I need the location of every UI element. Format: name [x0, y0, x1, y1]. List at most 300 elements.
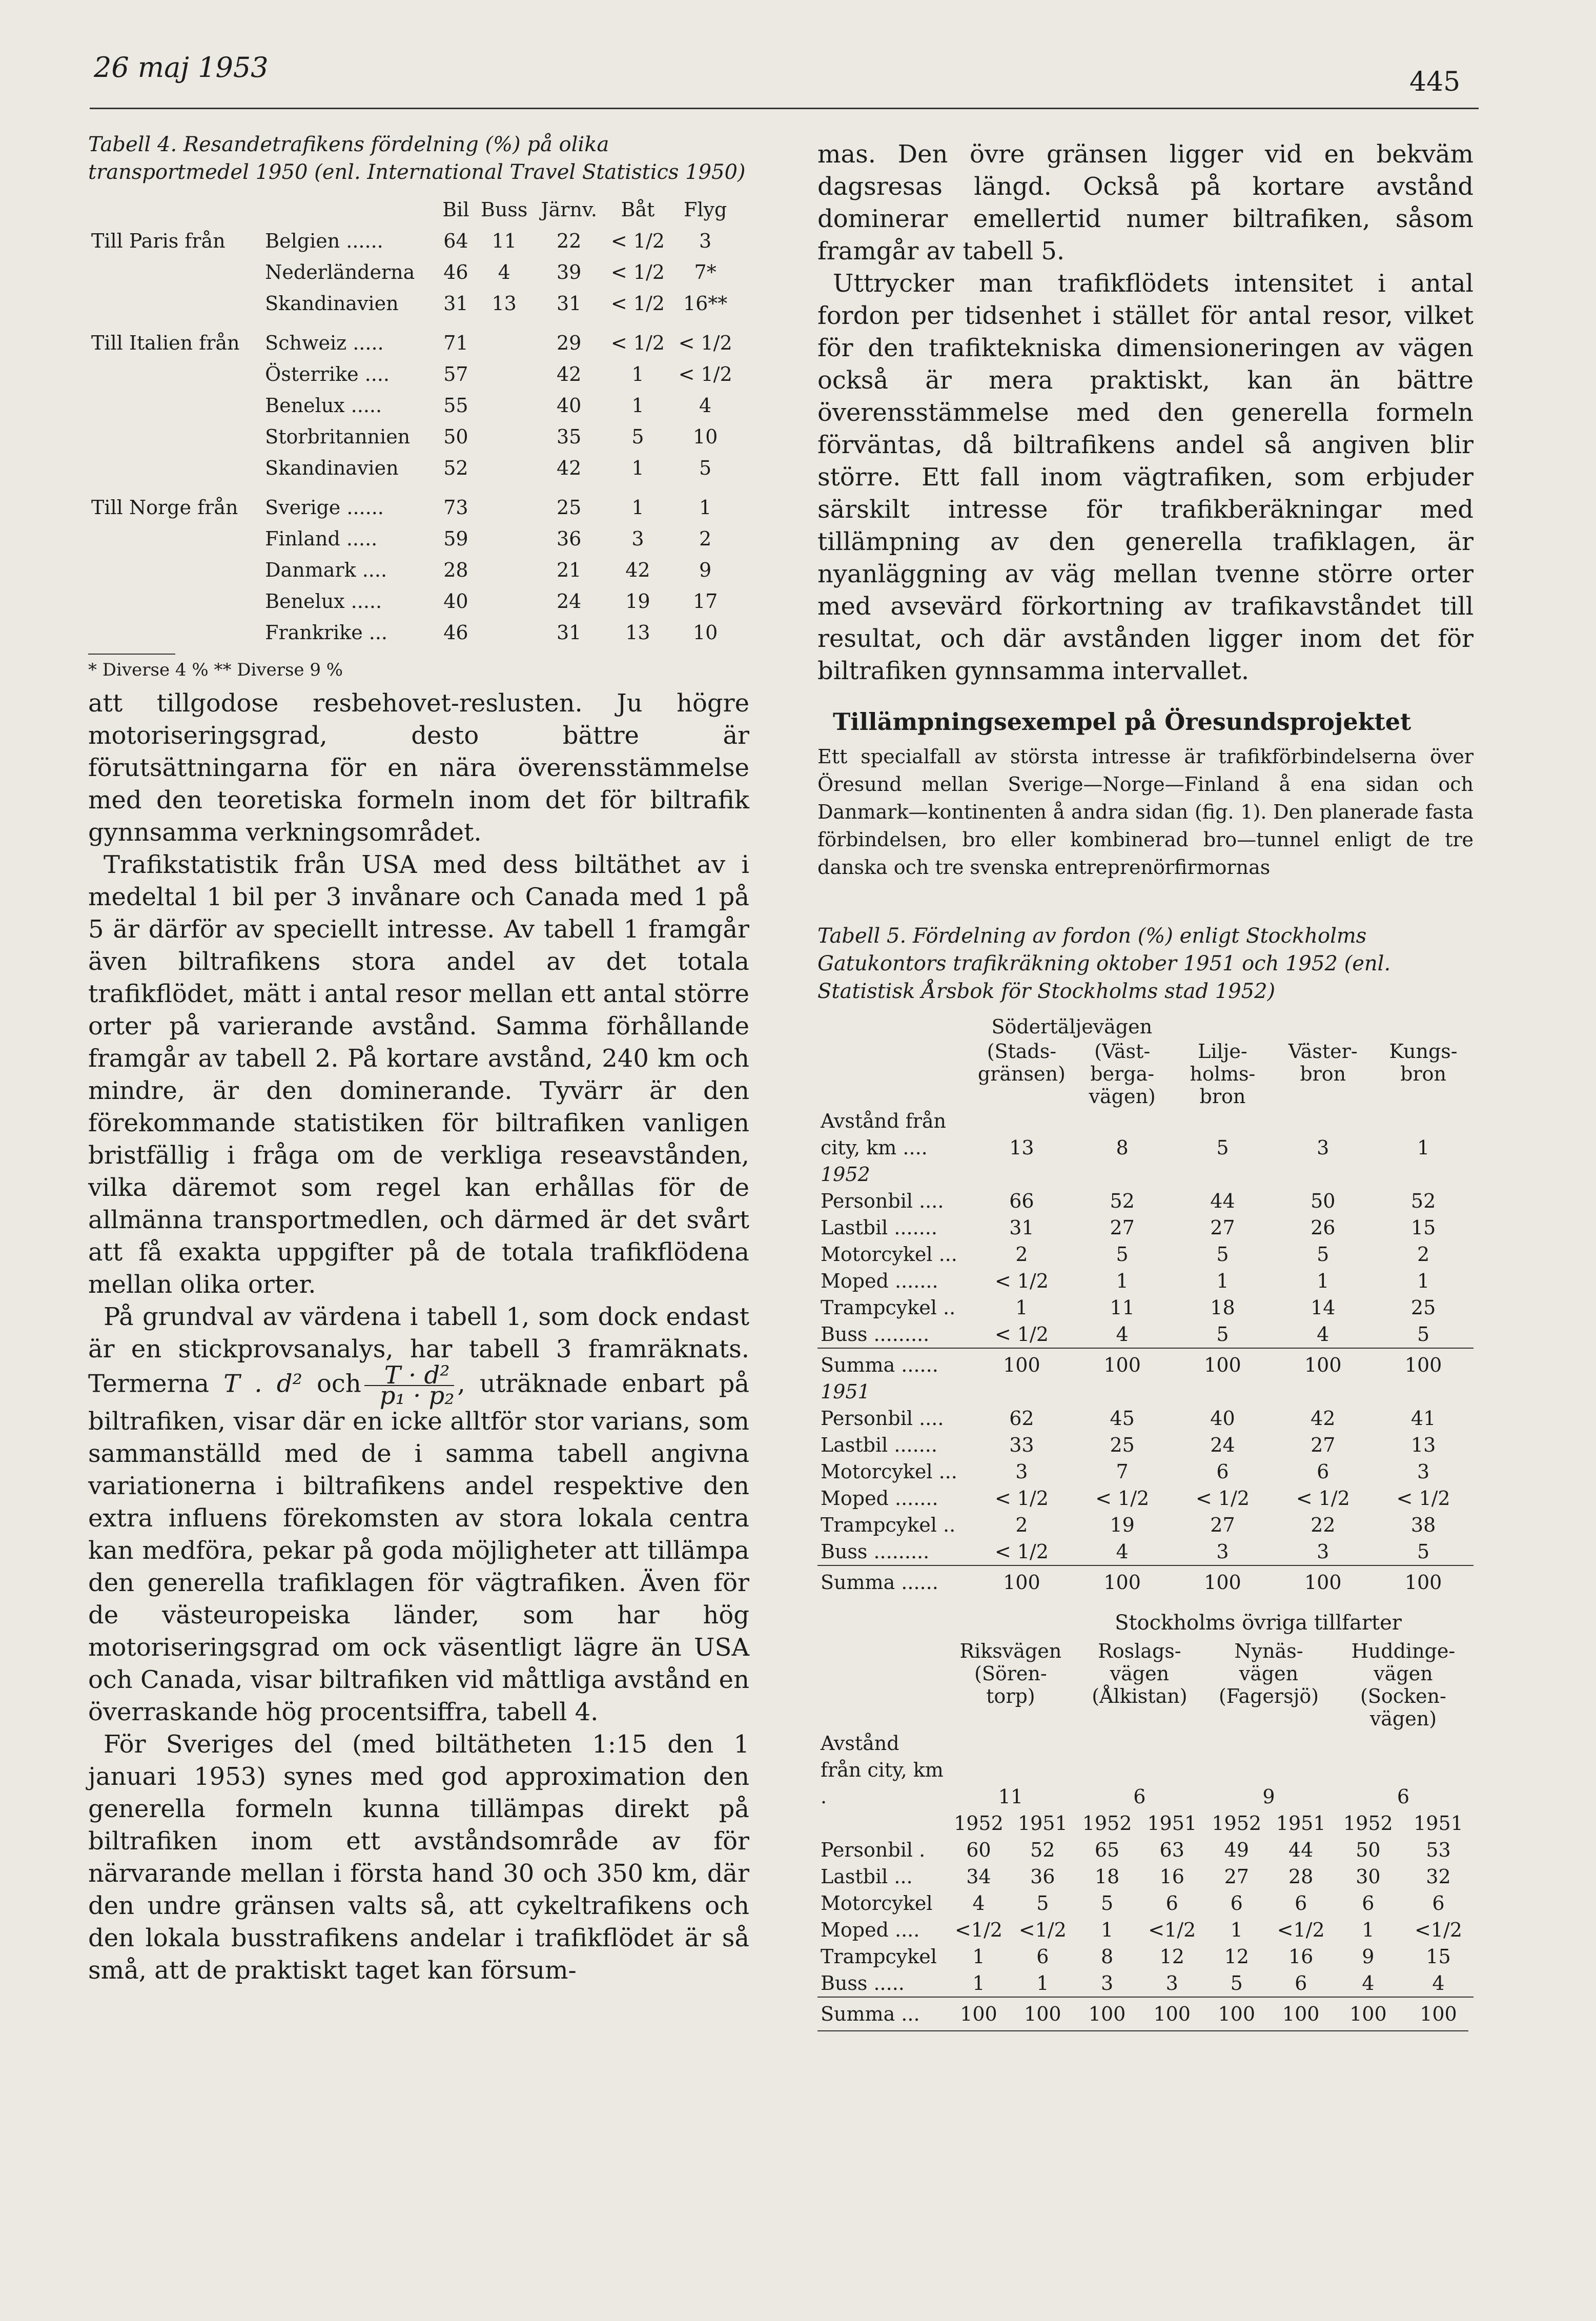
- distance-label: Avstånd från city, km ....: [821, 1110, 947, 1159]
- value-cell: 2: [699, 527, 712, 550]
- year-header: 1951: [1276, 1812, 1326, 1835]
- value-cell: < 1/2: [994, 1323, 1049, 1346]
- value-cell: 1: [1036, 1972, 1049, 1994]
- value-cell: 15: [1426, 1945, 1451, 1968]
- value-cell: < 1/2: [1396, 1487, 1450, 1510]
- value-cell: 6: [1362, 1892, 1375, 1915]
- sum-cell: 100: [960, 2003, 997, 2025]
- column-header: Riksvägen (Sören- torp): [959, 1640, 1062, 1707]
- vehicle-label: Trampcykel: [821, 1945, 937, 1968]
- value-cell: 1: [1317, 1270, 1329, 1292]
- rule-cell: [1011, 1997, 1075, 2001]
- sum-cell: 100: [1003, 1354, 1040, 1376]
- value-cell: 6: [1295, 1892, 1307, 1915]
- value-cell: 27: [1224, 1865, 1249, 1888]
- sum-cell: 100: [1304, 1571, 1342, 1594]
- vehicle-label: Buss .........: [821, 1323, 930, 1346]
- value-cell: 3: [1317, 1540, 1329, 1563]
- value-cell: 1: [631, 496, 644, 519]
- value-cell: 42: [557, 457, 582, 479]
- vehicle-label: Trampcykel ..: [821, 1514, 956, 1536]
- value-cell: 13: [1410, 1434, 1436, 1456]
- value-cell: 2: [1015, 1243, 1028, 1266]
- year-row: [817, 1378, 1474, 1405]
- value-cell: [475, 523, 534, 555]
- sum-cell: 100: [1088, 2003, 1126, 2025]
- group-label: [88, 453, 262, 484]
- sum-cell: 100: [1103, 1354, 1141, 1376]
- column-header: Flyg: [683, 198, 727, 221]
- value-cell: 3: [631, 527, 644, 550]
- value-cell: <1/2: [1414, 1919, 1462, 1941]
- vehicle-label: Buss .........: [821, 1540, 930, 1563]
- value-cell: 2: [1015, 1514, 1028, 1536]
- column-header: (Väst- berga- vägen): [1089, 1040, 1156, 1108]
- value-cell: 4: [699, 394, 712, 417]
- value-cell: [475, 390, 534, 421]
- value-cell: 19: [1110, 1514, 1135, 1536]
- table-row: [88, 328, 739, 359]
- value-cell: [475, 617, 534, 648]
- sum-label: Summa ......: [821, 1354, 938, 1376]
- vehicle-label: Personbil ....: [821, 1407, 944, 1430]
- vehicle-label: Lastbil .......: [821, 1434, 937, 1456]
- value-cell: 1: [972, 1972, 985, 1994]
- group-label: [88, 617, 262, 648]
- rule-row: [817, 1565, 1474, 1569]
- value-cell: 1: [631, 457, 644, 479]
- value-cell: 73: [443, 496, 468, 519]
- vehicle-label: Buss .....: [821, 1972, 905, 1994]
- table4-header-row: [88, 194, 739, 226]
- origin-cell: Frankrike ...: [265, 621, 388, 644]
- value-cell: < 1/2: [1095, 1487, 1150, 1510]
- value-cell: 46: [443, 261, 468, 283]
- value-cell: 1: [1216, 1270, 1229, 1292]
- value-cell: 5: [1100, 1892, 1114, 1915]
- column-header: Väster- bron: [1288, 1040, 1358, 1085]
- left-column: [88, 131, 749, 1987]
- value-cell: 5: [631, 425, 644, 448]
- value-cell: 5: [1216, 1243, 1229, 1266]
- value-cell: 8: [1100, 1945, 1114, 1968]
- value-cell: 6: [1165, 1892, 1178, 1915]
- distance-cell: 9: [1262, 1785, 1275, 1808]
- rule-cell: [1173, 1565, 1273, 1569]
- sum-cell: 100: [1404, 1354, 1442, 1376]
- value-cell: 25: [1410, 1296, 1436, 1319]
- column-header: Bil: [442, 198, 469, 221]
- distance-cell: 6: [1397, 1785, 1410, 1808]
- value-cell: 26: [1311, 1216, 1336, 1239]
- table-row: [817, 1917, 1474, 1943]
- value-cell: 16: [1159, 1865, 1184, 1888]
- table-row: [817, 1321, 1474, 1348]
- value-cell: 4: [972, 1892, 985, 1915]
- value-cell: [475, 328, 534, 359]
- value-cell: 71: [443, 332, 468, 354]
- group-label: [88, 555, 262, 586]
- table6: [817, 1640, 1474, 2027]
- group-label: [88, 257, 262, 288]
- sum-cell: 100: [1153, 2003, 1191, 2025]
- value-cell: 4: [1116, 1540, 1129, 1563]
- rule-cell: [1072, 1565, 1173, 1569]
- table-row: [88, 555, 739, 586]
- sum-cell: 100: [1003, 1571, 1040, 1594]
- section-heading: Tillämpningsexempel på Öresundsprojektet: [833, 708, 1411, 736]
- value-cell: 5: [1230, 1972, 1243, 1994]
- table-row: [817, 1188, 1474, 1214]
- table4: [88, 194, 739, 648]
- value-cell: 18: [1094, 1865, 1120, 1888]
- distance-cell: 5: [1216, 1136, 1229, 1159]
- value-cell: 50: [443, 425, 468, 448]
- value-cell: 3: [1417, 1460, 1430, 1483]
- table-row: [88, 288, 739, 319]
- value-cell: 9: [1362, 1945, 1375, 1968]
- value-cell: 64: [443, 230, 468, 252]
- value-cell: 53: [1426, 1839, 1451, 1861]
- value-cell: 16: [1288, 1945, 1314, 1968]
- value-cell: 4: [1116, 1323, 1129, 1346]
- origin-cell: Nederländerna: [265, 261, 415, 283]
- value-cell: 66: [1009, 1190, 1034, 1212]
- paragraph: För Sveriges del (med biltätheten 1:15 den 1 januari 1953) synes med god approximation den generella formeln kunna tillämpas direkt på biltrafiken inom ett avståndsområde av för närvarande mellan i första hand 30 och 350 km, där den undre gränsen valts så, att cykeltrafikens och den lokala busstrafikens andelar i trafikflödet är så små, att de praktiskt taget kan försum-: [88, 1730, 749, 1985]
- year-header: 1952: [954, 1812, 1004, 1835]
- year-header: 1952: [1343, 1812, 1393, 1835]
- value-cell: 1: [1362, 1919, 1375, 1941]
- rule-cell: [1403, 1997, 1474, 2001]
- value-cell: 24: [557, 590, 582, 613]
- table-row: [817, 1863, 1474, 1890]
- value-cell: 31: [443, 292, 468, 315]
- sum-cell: 100: [1404, 1571, 1442, 1594]
- value-cell: 27: [1311, 1434, 1336, 1456]
- value-cell: < 1/2: [678, 332, 732, 354]
- value-cell: 5: [1036, 1892, 1049, 1915]
- value-cell: 22: [1311, 1514, 1336, 1536]
- distance-cell: 1: [1417, 1136, 1430, 1159]
- value-cell: 42: [1311, 1407, 1336, 1430]
- value-cell: 52: [1410, 1190, 1436, 1212]
- table-row: [817, 1294, 1474, 1321]
- value-cell: 3: [699, 230, 712, 252]
- vehicle-label: Motorcykel ...: [821, 1243, 957, 1266]
- year-label: 1952: [821, 1163, 870, 1186]
- value-cell: 35: [557, 425, 582, 448]
- origin-cell: Skandinavien: [265, 292, 399, 315]
- value-cell: 7*: [694, 261, 717, 283]
- rule-cell: [1373, 1565, 1474, 1569]
- table-row: [88, 257, 739, 288]
- value-cell: 16**: [683, 292, 728, 315]
- value-cell: 6: [1230, 1892, 1243, 1915]
- column-header: Roslags- vägen (Ålkistan): [1092, 1640, 1188, 1707]
- table-row: [88, 617, 739, 648]
- year-header: 1951: [1147, 1812, 1197, 1835]
- rule-cell: [817, 1565, 971, 1569]
- value-cell: 3: [1216, 1540, 1229, 1563]
- sum-cell: 100: [1282, 2003, 1320, 2025]
- value-cell: 6: [1295, 1972, 1307, 1994]
- rule-cell: [1075, 1997, 1140, 2001]
- value-cell: 14: [1311, 1296, 1336, 1319]
- rule-cell: [1373, 1348, 1474, 1352]
- value-cell: 62: [1009, 1407, 1034, 1430]
- value-cell: [475, 586, 534, 617]
- value-cell: 17: [692, 590, 718, 613]
- sum-cell: 100: [1218, 2003, 1255, 2025]
- value-cell: 1: [1100, 1919, 1114, 1941]
- value-cell: 52: [1110, 1190, 1135, 1212]
- distance-row: [817, 1108, 1474, 1161]
- value-cell: 19: [625, 590, 650, 613]
- value-cell: 52: [1030, 1839, 1055, 1861]
- value-cell: 45: [1110, 1407, 1135, 1430]
- value-cell: 52: [443, 457, 468, 479]
- header-rule: [90, 108, 1479, 109]
- sum-label: Summa ......: [821, 1571, 938, 1594]
- origin-cell: Schweiz .....: [265, 332, 384, 354]
- value-cell: 12: [1159, 1945, 1184, 1968]
- group-label: Till Norge från: [91, 496, 238, 519]
- sum-cell: 100: [1349, 2003, 1387, 2025]
- column-header: Kungs- bron: [1389, 1040, 1458, 1085]
- value-cell: 65: [1094, 1839, 1120, 1861]
- rule-cell: [1204, 1997, 1268, 2001]
- value-cell: 40: [443, 590, 468, 613]
- distance-cell: 13: [1009, 1136, 1034, 1159]
- sum-row: [817, 2001, 1474, 2027]
- empty-cell: [817, 1810, 947, 1837]
- value-cell: < 1/2: [610, 332, 665, 354]
- distance-row: [817, 1730, 1474, 1810]
- table-row: [817, 1268, 1474, 1294]
- value-cell: 21: [557, 559, 582, 581]
- origin-cell: Danmark ....: [265, 559, 387, 581]
- value-cell: 6: [1036, 1945, 1049, 1968]
- origin-cell: Belgien ......: [265, 230, 383, 252]
- sum-cell: 100: [1103, 1571, 1141, 1594]
- value-cell: [475, 421, 534, 453]
- value-cell: 2: [1417, 1243, 1430, 1266]
- distance-cell: 3: [1317, 1136, 1329, 1159]
- value-cell: < 1/2: [610, 230, 665, 252]
- value-cell: 31: [1009, 1216, 1034, 1239]
- footnote-rule: [88, 654, 175, 655]
- value-cell: 5: [1417, 1323, 1430, 1346]
- rule-cell: [1273, 1565, 1373, 1569]
- value-cell: 5: [1417, 1540, 1430, 1563]
- value-cell: 5: [1116, 1243, 1129, 1266]
- value-cell: 1: [1417, 1270, 1430, 1292]
- value-cell: 9: [699, 559, 712, 581]
- value-cell: 39: [557, 261, 582, 283]
- value-cell: 27: [1110, 1216, 1135, 1239]
- formula-term: T . d²: [223, 1369, 302, 1398]
- value-cell: 41: [1410, 1407, 1436, 1430]
- rule-row: [817, 1348, 1474, 1352]
- value-cell: 4: [1362, 1972, 1375, 1994]
- value-cell: 12: [1224, 1945, 1249, 1968]
- origin-cell: Benelux .....: [265, 394, 382, 417]
- value-cell: 1: [1230, 1919, 1243, 1941]
- value-cell: 10: [692, 425, 718, 448]
- empty-cell: [817, 1640, 947, 1730]
- value-cell: 1: [1116, 1270, 1129, 1292]
- rule-row: [817, 1997, 1474, 2001]
- rule-cell: [1333, 1997, 1403, 2001]
- value-cell: 36: [557, 527, 582, 550]
- group-label: [88, 586, 262, 617]
- rule-cell: [1072, 1348, 1173, 1352]
- table6-title: Stockholms övriga tillfarter: [1115, 1611, 1402, 1635]
- value-cell: 44: [1210, 1190, 1235, 1212]
- table-row: [817, 1405, 1474, 1432]
- group-spacer: [88, 319, 739, 328]
- value-cell: 5: [699, 457, 712, 479]
- table-row: [817, 1214, 1474, 1241]
- empty-cell: [88, 194, 262, 226]
- value-cell: 33: [1009, 1434, 1034, 1456]
- paragraph: mas. Den övre gränsen ligger vid en bekväm dagsresas längd. Också på kortare avstånd dominerar emellertid numer biltrafiken, såsom framgår av tabell 5.: [817, 140, 1474, 266]
- value-cell: 42: [625, 559, 650, 581]
- table-row: [88, 453, 739, 484]
- sum-label: Summa ...: [821, 2003, 920, 2025]
- value-cell: 46: [443, 621, 468, 644]
- right-body-text: [817, 138, 1474, 687]
- value-cell: 4: [498, 261, 510, 283]
- value-cell: 11: [1110, 1296, 1135, 1319]
- empty-cell: [817, 1013, 971, 1040]
- origin-cell: Finland .....: [265, 527, 378, 550]
- value-cell: 10: [692, 621, 718, 644]
- vehicle-label: Personbil .: [821, 1839, 926, 1861]
- fraction-formula: $\frac{\text{T · d²}}{\text{p₁ · p₂}}$: [364, 1366, 455, 1406]
- year-row: [817, 1161, 1474, 1188]
- value-cell: [475, 453, 534, 484]
- value-cell: 63: [1159, 1839, 1184, 1861]
- paragraph: att tillgodose resbehovet-reslusten. Ju högre motoriseringsgrad, desto bättre är förutsättningarna för en nära överensstämmelse med den teoretiska formeln inom det för biltrafik gynnsamma verkningsområdet.: [88, 689, 749, 847]
- value-cell: 30: [1356, 1865, 1381, 1888]
- value-cell: 40: [1210, 1407, 1235, 1430]
- rule-cell: [947, 1997, 1011, 2001]
- sum-row: [817, 1569, 1474, 1596]
- value-cell: [475, 555, 534, 586]
- value-cell: 40: [557, 394, 582, 417]
- value-cell: 5: [1216, 1323, 1229, 1346]
- value-cell: <1/2: [1018, 1919, 1067, 1941]
- group-spacer: [88, 484, 739, 492]
- sum-cell: 100: [1420, 2003, 1457, 2025]
- rule-cell: [1268, 1997, 1333, 2001]
- value-cell: 28: [443, 559, 468, 581]
- left-body-text: [88, 687, 749, 1987]
- paragraph: Trafikstatistik från USA med dess biltäthet av i medeltal 1 bil per 3 invånare och Canada med 1 på 5 är därför av speciellt intresse. Av tabell 1 framgår även biltrafikens stora andel av det totala trafikflödet, mätt i antal resor mellan ett antal större orter på varierande avstånd. Samma förhållande framgår av tabell 2. På kortare avstånd, 240 km och mindre, är den dominerande. Tyvärr är den förekommande statistiken för biltrafiken vanligen bristfällig i fråga om de verkliga reseavstånden, vilka däremot som regel kan erhållas för de allmänna transportmedlen, och därmed är det svårt att få exakta uppgifter på de totala trafikflödena mellan olika orter.: [88, 850, 749, 1299]
- sum-row: [817, 1352, 1474, 1378]
- column-header: (Stads- gränsen): [977, 1040, 1066, 1085]
- year-header: 1952: [1082, 1812, 1132, 1835]
- group-label: [88, 421, 262, 453]
- value-cell: 32: [1426, 1865, 1451, 1888]
- rule-cell: [1139, 1997, 1204, 2001]
- table5-span-row: [817, 1013, 1474, 1040]
- value-cell: 1: [972, 1945, 985, 1968]
- span-header: Södertäljevägen: [991, 1015, 1153, 1038]
- value-cell: 3: [1165, 1972, 1178, 1994]
- right-column: [817, 138, 1474, 2031]
- paragraph: Uttrycker man trafikflödets intensitet i antal fordon per tidsenhet i stället för antal resor, vilket för den trafiktekniska dimensioneringen av vägen också är mera praktiskt, kan än bättre överensstämmelse med den generella formeln förväntas, då biltrafikens andel så angiven blir större. Ett fall inom vägtrafiken, som erbjuder särskilt intresse för trafikberäkningar med tillämpning av den generella trafiklagen, är nyanläggning av väg mellan tvenne större orter med avsevärd förkortning av trafikavståndet till resultat, och där avstånden ligger inom det för biltrafiken gynnsamma intervallet.: [817, 269, 1474, 685]
- value-cell: 3: [1100, 1972, 1114, 1994]
- table-row: [88, 359, 739, 390]
- value-cell: 27: [1210, 1514, 1235, 1536]
- sum-cell: 100: [1204, 1571, 1241, 1594]
- group-label: [88, 390, 262, 421]
- value-cell: < 1/2: [610, 292, 665, 315]
- value-cell: 50: [1356, 1839, 1381, 1861]
- table5-caption: Tabell 5. Fördelning av fordon (%) enligt Stockholms Gatukontors trafikräkning oktober 1951 och 1952 (enl. Statistisk Årsbok för Stockholms stad 1952): [817, 924, 1391, 1003]
- vehicle-label: Motorcykel ...: [821, 1460, 957, 1483]
- value-cell: 5: [1317, 1243, 1329, 1266]
- value-cell: 60: [966, 1839, 991, 1861]
- value-cell: 36: [1030, 1865, 1055, 1888]
- origin-cell: Benelux .....: [265, 590, 382, 613]
- value-cell: <1/2: [1148, 1919, 1196, 1941]
- table-row: [88, 586, 739, 617]
- value-cell: 1: [699, 496, 712, 519]
- value-cell: 55: [443, 394, 468, 417]
- value-cell: 38: [1410, 1514, 1436, 1536]
- value-cell: < 1/2: [610, 261, 665, 283]
- value-cell: 7: [1116, 1460, 1129, 1483]
- year-header: 1952: [1212, 1812, 1262, 1835]
- table-row: [817, 1512, 1474, 1538]
- value-cell: 15: [1410, 1216, 1436, 1239]
- origin-cell: Storbritannien: [265, 425, 411, 448]
- value-cell: 25: [1110, 1434, 1135, 1456]
- table-row: [88, 523, 739, 555]
- distance-cell: 6: [1133, 1785, 1146, 1808]
- value-cell: <1/2: [954, 1919, 1002, 1941]
- table-row: [817, 1837, 1474, 1863]
- group-label: [88, 523, 262, 555]
- value-cell: 6: [1317, 1460, 1329, 1483]
- rule-cell: [971, 1565, 1072, 1569]
- origin-cell: Skandinavien: [265, 457, 399, 479]
- value-cell: 6: [1432, 1892, 1445, 1915]
- table-row: [88, 226, 739, 257]
- value-cell: 49: [1224, 1839, 1249, 1861]
- empty-cell: [262, 194, 437, 226]
- origin-cell: Österrike ....: [265, 363, 390, 385]
- value-cell: 1: [1015, 1296, 1028, 1319]
- vehicle-label: Motorcykel: [821, 1892, 933, 1915]
- value-cell: 13: [625, 621, 650, 644]
- value-cell: < 1/2: [994, 1487, 1049, 1510]
- value-cell: 44: [1288, 1839, 1314, 1861]
- year-label: 1951: [821, 1380, 870, 1403]
- value-cell: <1/2: [1277, 1919, 1325, 1941]
- rule-cell: [1273, 1348, 1373, 1352]
- value-cell: 4: [1317, 1323, 1329, 1346]
- value-cell: 11: [492, 230, 517, 252]
- rule-cell: [817, 1997, 947, 2001]
- year-header: 1951: [1017, 1812, 1068, 1835]
- value-cell: 28: [1288, 1865, 1314, 1888]
- distance-label: Avstånd från city, km .: [821, 1732, 944, 1808]
- value-cell: 1: [631, 394, 644, 417]
